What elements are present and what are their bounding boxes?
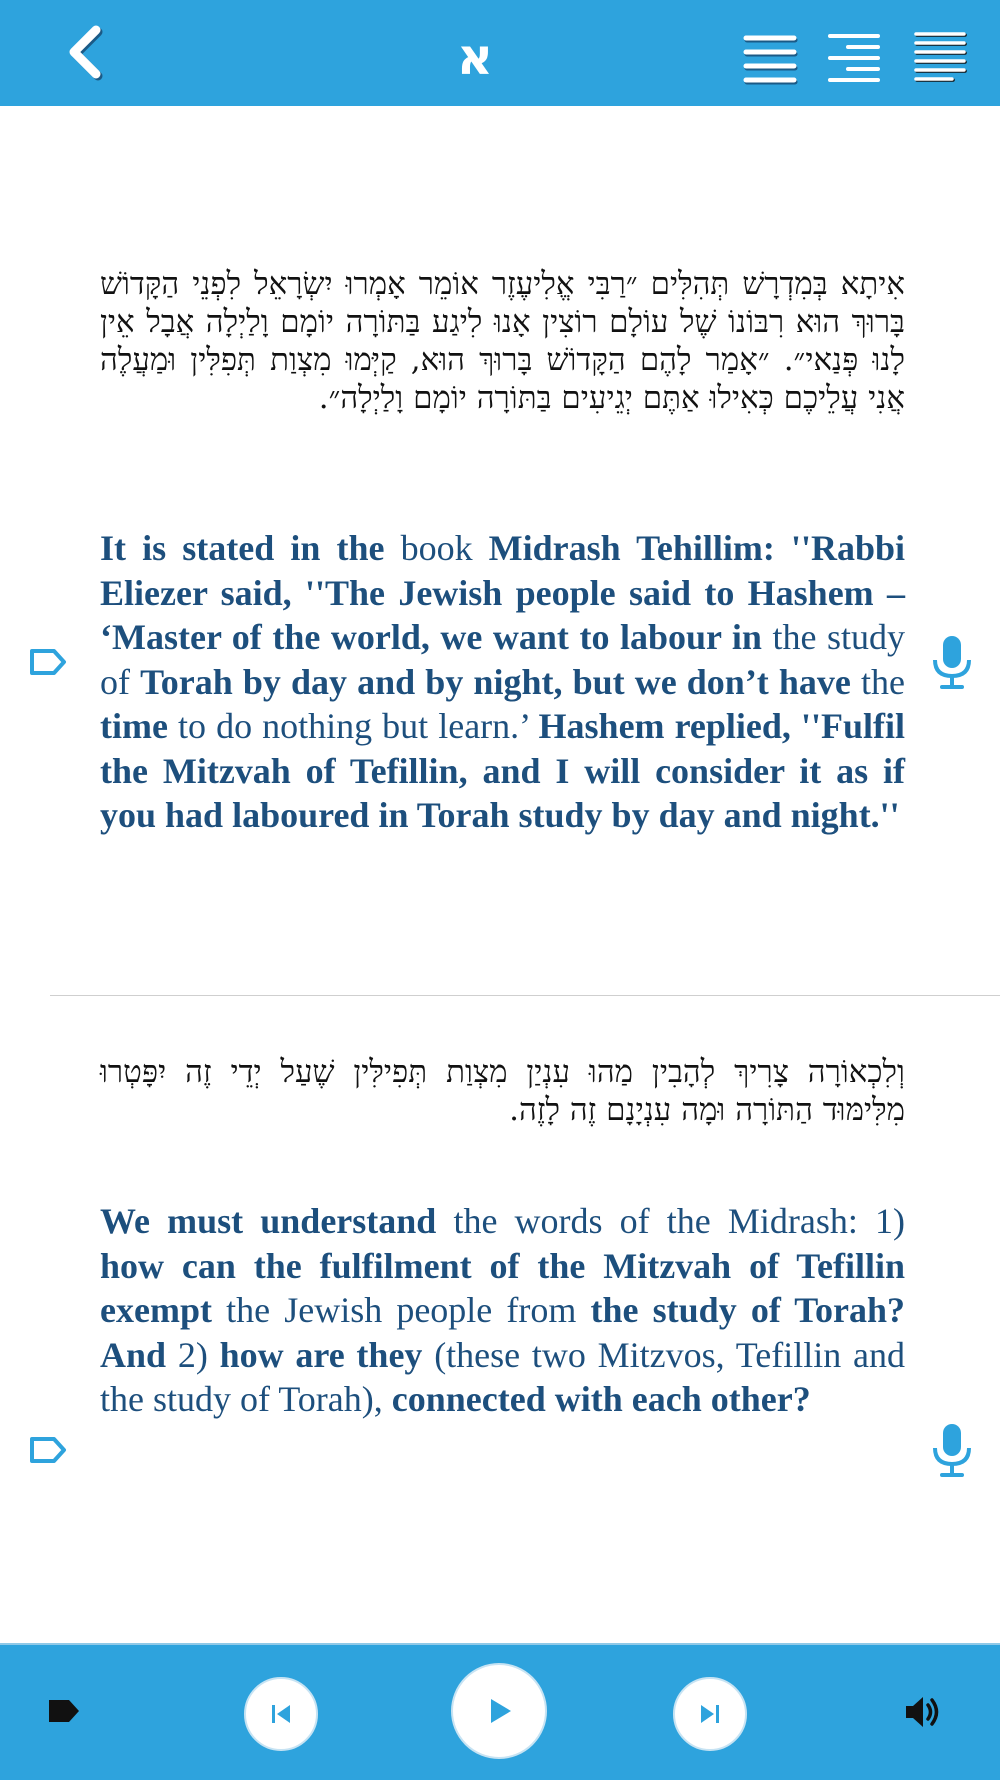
align-right-button[interactable] [826,30,882,86]
tag-icon [28,646,68,678]
text-run: It is stated in the [100,528,401,568]
bookmark-tag-button-2[interactable] [28,1434,68,1466]
section-letter: א [456,28,494,86]
text-run: how are they [219,1334,435,1375]
text-run: to do nothing but learn.’ [178,706,539,746]
skip-previous-icon [268,1701,294,1727]
align-right-icon [826,30,882,86]
text-run: how can the fulfilment of the Mitzvah of Tefillin exempt [100,1245,905,1330]
text-run: 2) [177,1334,220,1375]
record-button-1[interactable] [930,634,974,690]
volume-button[interactable] [904,1694,942,1730]
align-full-button[interactable] [912,30,968,86]
skip-next-icon [697,1701,723,1727]
align-full-icon [912,30,968,86]
tag-icon [46,1696,82,1726]
record-button-2[interactable] [930,1422,974,1478]
text-run: the words of the Midrash: 1) [453,1201,905,1241]
text-run: the [861,661,905,702]
bookmark-tag-button-1[interactable] [28,646,68,678]
text-run: Torah by day and by night, but we don’t have [140,661,862,702]
text-run: Midrash Tehillim: ''Rabbi Eliezer said, ''The Jewish people said to Hashem – ‘Master of the world, we want to labour in [100,528,905,657]
microphone-icon [930,1422,974,1478]
english-paragraph-1 [100,526,905,838]
tag-button[interactable] [46,1696,82,1726]
section-divider [50,995,1000,996]
text-run: book [400,528,489,568]
text-run: the study of [100,617,905,702]
next-button[interactable] [673,1677,747,1751]
volume-icon [904,1694,942,1730]
align-justify-icon [742,30,798,86]
text-run: the Jewish people from [226,1290,591,1330]
microphone-icon [930,634,974,690]
tag-icon [28,1434,68,1466]
play-icon [482,1694,516,1728]
hebrew-paragraph-2: וְלִכְאוֹרָה צָרִיךְ לְהָבִין מַהוּ עִנְיַן מִצְוַת תְּפִילִּין שֶׁעַל יְדֵי זֶה יִפָּטְרוּ מִלִּימּוּד הַתּוֹרָה וּמָה עִנְיָנָם זֶה לָזֶה. [100,1054,905,1128]
align-justify-button[interactable] [742,30,798,86]
hebrew-paragraph-1: אִיתָא בְּמִדְרָשׁ תְּהִלִּים ״רַבִּי אֱלִיעֶזֶר אוֹמֵר אָמְרוּ יִשְׂרָאֵל לִפְנֵי הַקָּדוֹשׁ בָּרוּךְ הוּא רִבּוֹנוֹ שֶׁל עוֹלָם רוֹצִין אָנוּ לִיגַע בַּתּוֹרָה יוֹמָם וָלַיְלָה אֲבָל אֵין לָנוּ פְּנַאי״. ״אָמַר לָהֶם הַקָּדוֹשׁ בָּרוּךְ הוּא, קַיְּמוּ מִצְוַת תְּפִלִּין וּמַעֲלֶה אֲנִי עֲלֵיכֶם כְּאִילוּ אַתֶּם יְגֵיעִים בַּתּוֹרָה יוֹמָם וָלַיְלָה״. [100,266,905,416]
top-toolbar [0,0,1000,106]
previous-button[interactable] [244,1677,318,1751]
text-run: We must understand [100,1201,454,1241]
text-run: (these two Mitzvos, Tefillin and the study of Torah), [100,1334,905,1419]
text-run: time [100,706,179,746]
text-run: the study of Torah? And [100,1290,905,1375]
back-button[interactable] [60,22,110,82]
text-run: Hashem replied, ''Fulfil the Mitzvah of Tefillin, and I will consider it as if you had laboured in Torah study by day and night.'' [100,706,905,835]
english-paragraph-2 [100,1199,905,1422]
play-button[interactable] [451,1663,547,1759]
text-run: connected with each other? [391,1379,811,1419]
audio-player-bar [0,1643,1000,1780]
chevron-left-icon [60,22,110,82]
